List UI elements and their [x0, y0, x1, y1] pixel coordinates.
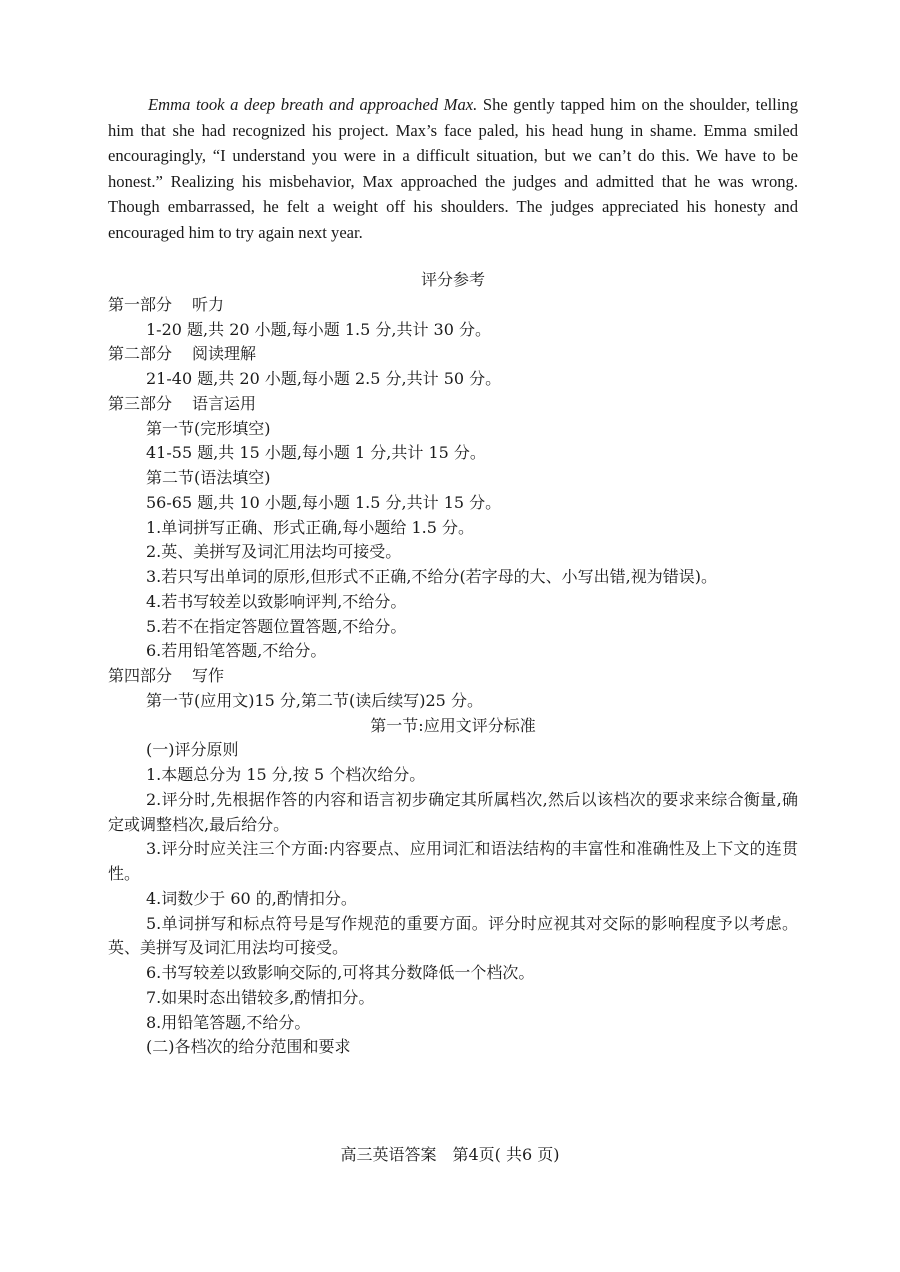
part4-heading: [108, 664, 798, 689]
scoring-reference: [108, 268, 798, 1060]
grammar-rule: 6.若用铅笔答题,不给分。: [146, 641, 327, 661]
page-footer: 高三英语答案 第4页( 共6 页): [340, 1145, 560, 1164]
part2-heading: [108, 342, 798, 367]
part1-name: 听力: [192, 294, 225, 314]
writing-section-title: 第一节:应用文评分标准: [370, 715, 536, 735]
part3-section1-title: 第一节(完形填空): [146, 418, 271, 438]
grammar-rule: 5.若不在指定答题位置答题,不给分。: [146, 616, 407, 636]
part1-number: 第一部分: [108, 294, 173, 314]
part3-name: 语言运用: [192, 393, 257, 413]
grammar-rule: 2.英、美拼写及词汇用法均可接受。: [146, 542, 402, 562]
part3-number: 第三部分: [108, 393, 173, 413]
passage-lead-sentence: Emma took a deep breath and approached Max.: [148, 95, 478, 114]
story-continuation-passage: [108, 92, 798, 246]
part3-heading: [108, 392, 798, 417]
passage-body: She gently tapped him on the shoulder, telling him that she had recognized his project. Max’s face paled, his head hung in shame. Emma smiled encouragingly, “I understand you were in a difficult situation, but we can’t do this. We have to be honest.” Realizing his misbehavior, Max approached the judges and admitted that he was wrong. Though embarrassed, he felt a weight off his shoulders. The judges appreciated his honesty and encouraged him to try again next year.: [108, 95, 799, 242]
principle-item: 5.单词拼写和标点符号是写作规范的重要方面。评分时应视其对交际的影响程度予以考虑。英、美拼写及词汇用法均可接受。: [108, 913, 798, 958]
principle-item: 8.用铅笔答题,不给分。: [146, 1012, 311, 1032]
score-ranges-title: (二)各档次的给分范围和要求: [146, 1037, 351, 1057]
part1-heading: [108, 293, 798, 318]
part2-detail: 21-40 题,共 20 小题,每小题 2.5 分,共计 50 分。: [146, 369, 502, 388]
principle-item: 6.书写较差以致影响交际的,可将其分数降低一个档次。: [146, 963, 535, 982]
principle-item: 1.本题总分为 15 分,按 5 个档次给分。: [146, 765, 426, 784]
grammar-rule: 3.若只写出单词的原形,但形式不正确,不给分(若字母的大、小写出错,视为错误)。: [146, 567, 718, 586]
part2-number: 第二部分: [108, 344, 173, 364]
principle-item: 3.评分时应关注三个方面:内容要点、应用词汇和语法结构的丰富性和准确性及上下文的连贯性。: [108, 839, 798, 883]
part2-name: 阅读理解: [192, 344, 257, 364]
part3-section2-title: 第二节(语法填空): [146, 468, 271, 487]
part3-section2-detail: 56-65 题,共 10 小题,每小题 1.5 分,共计 15 分。: [146, 492, 502, 512]
part4-name: 写作: [192, 666, 225, 685]
principle-item: 4.词数少于 60 的,酌情扣分。: [146, 888, 357, 908]
grammar-rule: 1.单词拼写正确、形式正确,每小题给 1.5 分。: [146, 517, 474, 537]
part1-detail: 1-20 题,共 20 小题,每小题 1.5 分,共计 30 分。: [146, 319, 491, 339]
principle-item: 2.评分时,先根据作答的内容和语言初步确定其所属档次,然后以该档次的要求来综合衡量,确定或调整档次,最后给分。: [108, 789, 798, 834]
scoring-title: 评分参考: [420, 270, 485, 289]
part4-number: 第四部分: [108, 666, 173, 685]
principle-item: 7.如果时态出错较多,酌情扣分。: [146, 987, 375, 1007]
part3-section1-detail: 41-55 题,共 15 小题,每小题 1 分,共计 15 分。: [146, 443, 486, 463]
part4-detail: 第一节(应用文)15 分,第二节(读后续写)25 分。: [146, 690, 483, 710]
principles-title: (一)评分原则: [146, 740, 239, 760]
grammar-rule: 4.若书写较差以致影响评判,不给分。: [146, 591, 407, 611]
